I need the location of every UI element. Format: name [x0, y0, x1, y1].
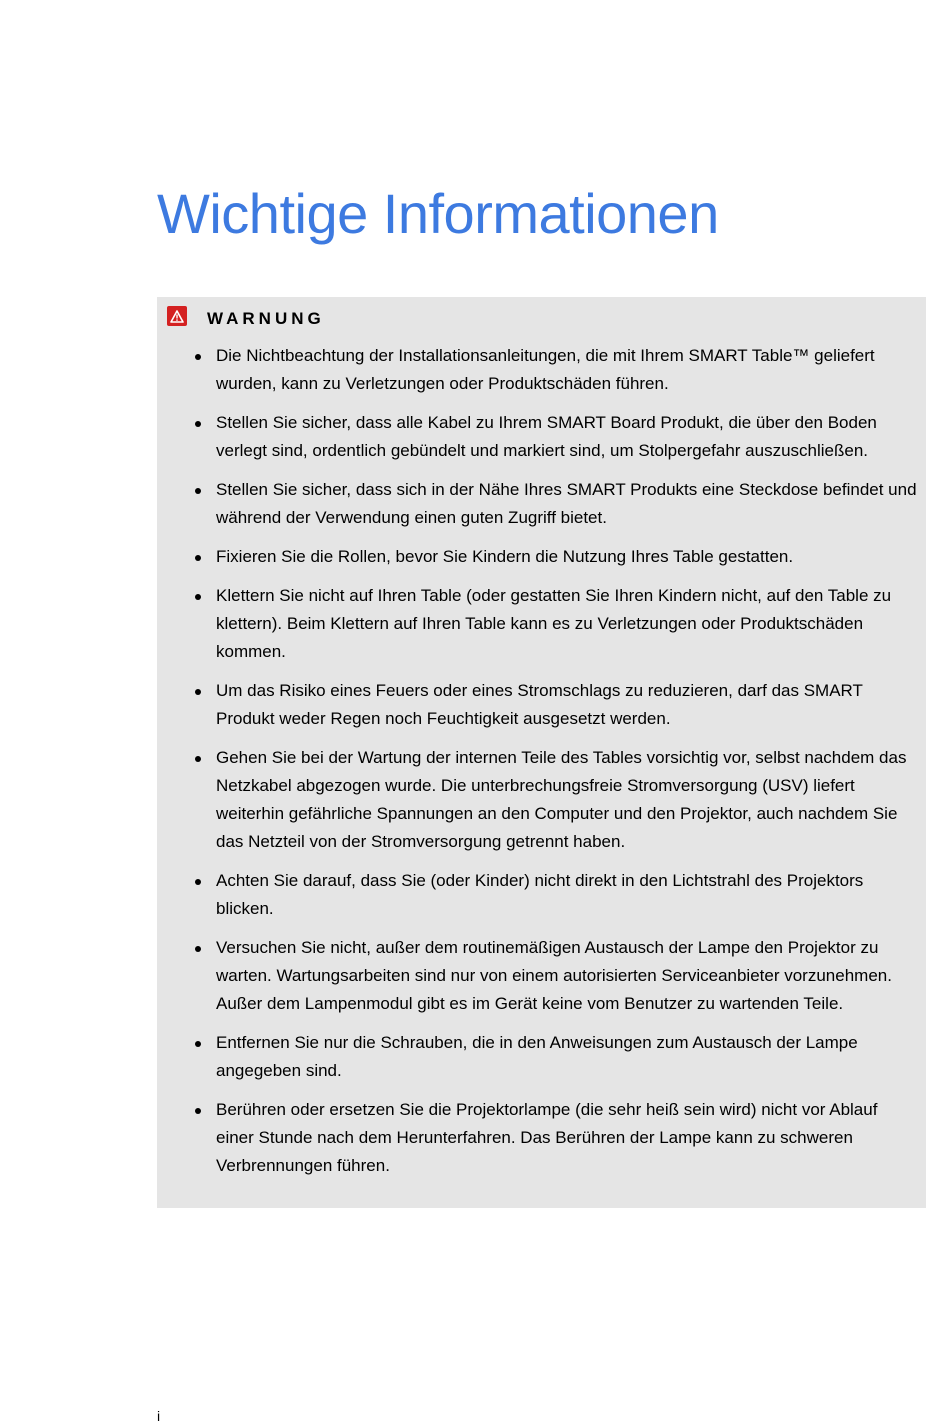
page-title: Wichtige Informationen — [157, 182, 719, 245]
bullet-icon — [195, 756, 201, 762]
warning-item-text: Versuchen Sie nicht, außer dem routinemäßigen Austausch der Lampe den Projektor zu warten. Wartungsarbeiten sind nur von einem autorisierten Serviceanbieter vorzunehmen. Außer dem Lampenmodul gibt es im Gerät keine vom Benutzer zu wartenden Teile. — [216, 938, 892, 1013]
warning-item-text: Gehen Sie bei der Wartung der internen Teile des Tables vorsichtig vor, selbst nachdem das Netzkabel abgezogen wurde. Die unterbrechungsfreie Stromversorgung (USV) liefert weiterhin gefährliche Spannungen an den Computer und den Projektor, auch nachdem Sie das Netzteil von der Stromversorgung getrennt haben. — [216, 748, 907, 851]
bullet-icon — [195, 555, 201, 561]
bullet-icon — [195, 689, 201, 695]
bullet-icon — [195, 1108, 201, 1114]
warning-label: WARNUNG — [207, 309, 325, 328]
warning-header — [167, 305, 325, 333]
warning-item — [157, 744, 926, 856]
warning-box — [157, 297, 926, 1208]
bullet-icon — [195, 488, 201, 494]
warning-item-text: Um das Risiko eines Feuers oder eines Stromschlags zu reduzieren, darf das SMART Produkt weder Regen noch Feuchtigkeit ausgesetzt werden. — [216, 681, 863, 728]
warning-item — [157, 867, 926, 923]
warning-item — [157, 1096, 926, 1180]
bullet-icon — [195, 1041, 201, 1047]
bullet-icon — [195, 946, 201, 952]
warning-item-text: Die Nichtbeachtung der Installationsanleitungen, die mit Ihrem SMART Table™ geliefert wurden, kann zu Verletzungen oder Produktschäden führen. — [216, 346, 875, 393]
warning-item — [157, 934, 926, 1018]
warning-item-text: Achten Sie darauf, dass Sie (oder Kinder) nicht direkt in den Lichtstrahl des Projektors blicken. — [216, 871, 864, 918]
warning-item-text: Fixieren Sie die Rollen, bevor Sie Kindern die Nutzung Ihres Table gestatten. — [216, 547, 794, 566]
warning-item-text: Klettern Sie nicht auf Ihren Table (oder gestatten Sie Ihren Kindern nicht, auf den Table zu klettern). Beim Klettern auf Ihren Table kann es zu Verletzungen oder Produktschäden kommen. — [216, 586, 892, 661]
warning-item-text: Stellen Sie sicher, dass sich in der Nähe Ihres SMART Produkts eine Steckdose befindet und während der Verwendung einen guten Zugriff bietet. — [216, 480, 917, 527]
warning-item-text: Stellen Sie sicher, dass alle Kabel zu Ihrem SMART Board Produkt, die über den Boden verlegt sind, ordentlich gebündelt und markiert sind, um Stolpergefahr auszuschließen. — [216, 413, 877, 460]
warning-item — [157, 409, 926, 465]
bullet-icon — [195, 354, 201, 360]
page-number: i — [157, 1408, 161, 1424]
warning-item-text: Entfernen Sie nur die Schrauben, die in den Anweisungen zum Austausch der Lampe angegeben sind. — [216, 1033, 858, 1080]
warning-item — [157, 1029, 926, 1085]
warning-triangle-icon — [167, 306, 187, 326]
warning-item-text: Berühren oder ersetzen Sie die Projektorlampe (die sehr heiß sein wird) nicht vor Ablauf einer Stunde nach dem Herunterfahren. Das Berühren der Lampe kann zu schweren Verbrennungen führen. — [216, 1100, 878, 1175]
warning-item — [157, 543, 926, 571]
bullet-icon — [195, 421, 201, 427]
warning-item — [157, 582, 926, 666]
bullet-icon — [195, 594, 201, 600]
bullet-icon — [195, 879, 201, 885]
warning-item — [157, 342, 926, 398]
warning-item — [157, 476, 926, 532]
warning-list — [157, 342, 926, 1191]
warning-item — [157, 677, 926, 733]
